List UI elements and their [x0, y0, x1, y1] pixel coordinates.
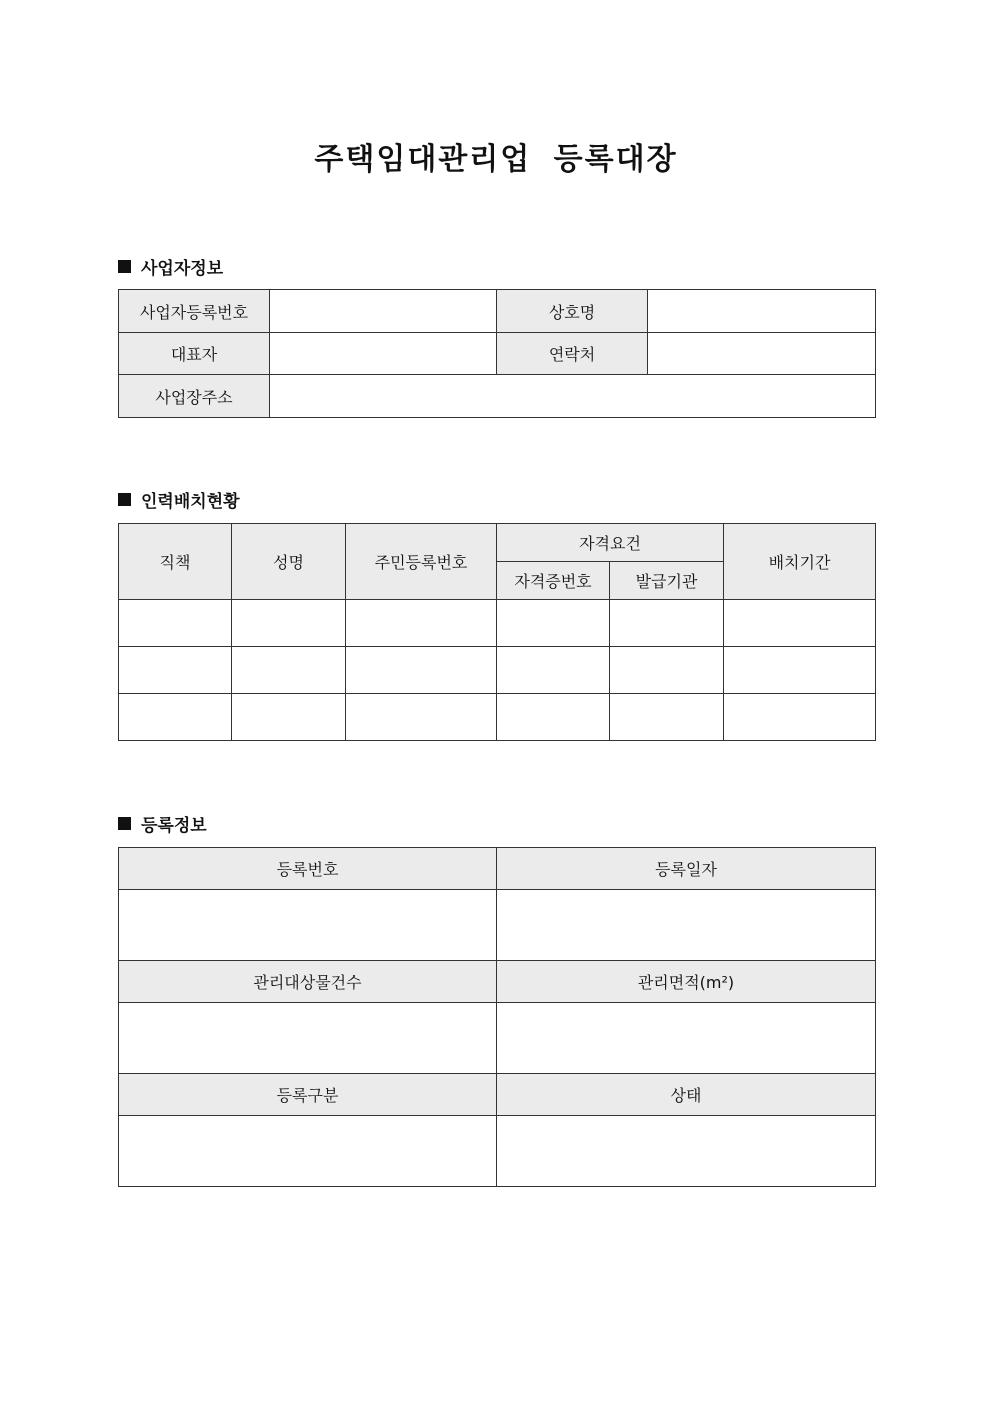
- section-heading-staff: [118, 487, 240, 512]
- field-business-address[interactable]: [270, 375, 876, 418]
- field-representative[interactable]: [270, 333, 497, 375]
- table-row: [119, 647, 876, 694]
- section-heading-label: 등록정보: [141, 816, 207, 836]
- cell-issuer[interactable]: [610, 647, 724, 694]
- cell-name[interactable]: [232, 600, 346, 647]
- cell-position[interactable]: [119, 600, 232, 647]
- cell-issuer[interactable]: [610, 600, 724, 647]
- label-reg-type: 등록구분: [119, 1074, 497, 1116]
- section-heading-label: 인력배치현황: [141, 492, 240, 512]
- label-business-reg-no: 사업자등록번호: [119, 290, 270, 333]
- label-contact: 연락처: [497, 333, 648, 375]
- cell-name[interactable]: [232, 694, 346, 741]
- label-trade-name: 상호명: [497, 290, 648, 333]
- field-managed-area[interactable]: [497, 1003, 876, 1074]
- square-bullet-icon: [118, 260, 131, 273]
- label-reg-no: 등록번호: [119, 848, 497, 890]
- cell-position[interactable]: [119, 647, 232, 694]
- header-cert-no: 자격증번호: [497, 562, 610, 600]
- header-period: 배치기간: [724, 524, 876, 600]
- staff-table: [118, 523, 876, 741]
- cell-cert-no[interactable]: [497, 600, 610, 647]
- cell-period[interactable]: [724, 600, 876, 647]
- field-reg-date[interactable]: [497, 890, 876, 961]
- header-resident-no: 주민등록번호: [346, 524, 497, 600]
- cell-position[interactable]: [119, 694, 232, 741]
- cell-cert-no[interactable]: [497, 647, 610, 694]
- label-status: 상태: [497, 1074, 876, 1116]
- field-contact[interactable]: [648, 333, 876, 375]
- label-managed-area: 관리면적(m²): [497, 961, 876, 1003]
- cell-name[interactable]: [232, 647, 346, 694]
- header-name: 성명: [232, 524, 346, 600]
- header-qualification: 자격요건: [497, 524, 724, 562]
- field-reg-no[interactable]: [119, 890, 497, 961]
- cell-resident-no[interactable]: [346, 694, 497, 741]
- cell-period[interactable]: [724, 647, 876, 694]
- label-reg-date: 등록일자: [497, 848, 876, 890]
- label-managed-count: 관리대상물건수: [119, 961, 497, 1003]
- square-bullet-icon: [118, 493, 131, 506]
- field-managed-count[interactable]: [119, 1003, 497, 1074]
- cell-cert-no[interactable]: [497, 694, 610, 741]
- table-row: [119, 694, 876, 741]
- square-bullet-icon: [118, 817, 131, 830]
- field-reg-type[interactable]: [119, 1116, 497, 1187]
- header-issuer: 발급기관: [610, 562, 724, 600]
- cell-issuer[interactable]: [610, 694, 724, 741]
- registration-table: [118, 847, 876, 1187]
- table-row: [119, 600, 876, 647]
- field-status[interactable]: [497, 1116, 876, 1187]
- section-heading-business: [118, 254, 223, 279]
- section-heading-registration: [118, 811, 207, 836]
- field-business-reg-no[interactable]: [270, 290, 497, 333]
- cell-resident-no[interactable]: [346, 600, 497, 647]
- field-trade-name[interactable]: [648, 290, 876, 333]
- cell-resident-no[interactable]: [346, 647, 497, 694]
- business-info-table: [118, 289, 876, 418]
- cell-period[interactable]: [724, 694, 876, 741]
- section-heading-label: 사업자정보: [141, 259, 224, 279]
- header-position: 직책: [119, 524, 232, 600]
- label-representative: 대표자: [119, 333, 270, 375]
- label-business-address: 사업장주소: [119, 375, 270, 418]
- page-title: 주택임대관리업 등록대장: [314, 142, 678, 177]
